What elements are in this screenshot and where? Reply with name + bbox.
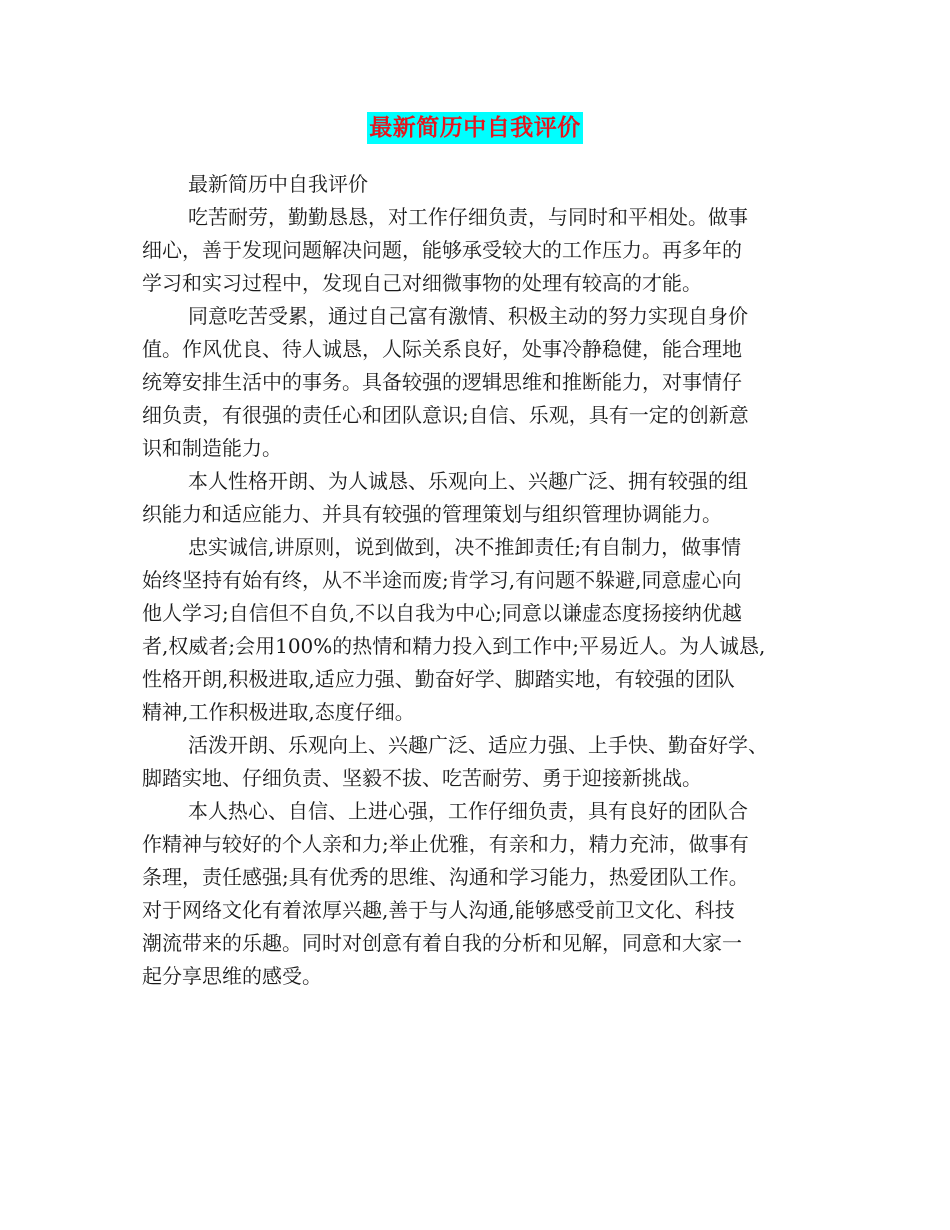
paragraph xyxy=(142,465,822,531)
text-line: 始终坚持有始有终，从不半途而废;肯学习,有问题不躲避,同意虚心向 xyxy=(142,568,742,592)
text-line: 同意吃苦受累，通过自己富有激情、积极主动的努力实现自身价 xyxy=(188,304,748,328)
text-line: 识和制造能力。 xyxy=(142,436,282,460)
text-line: 性格开朗,积极进取,适应力强、勤奋好学、脚踏实地，有较强的团队 xyxy=(142,667,735,691)
paragraph xyxy=(142,201,822,300)
paragraph xyxy=(142,729,822,795)
text-line: 忠实诚信,讲原则，说到做到，决不推卸责任;有自制力，做事情 xyxy=(188,535,742,559)
text-line: 学习和实习过程中，发现自己对细微事物的处理有较高的才能。 xyxy=(142,271,702,295)
text-line: 潮流带来的乐趣。同时对创意有着自我的分析和见解，同意和大家一 xyxy=(142,931,742,955)
text-line: 对于网络文化有着浓厚兴趣,善于与人沟通,能够感受前卫文化、科技 xyxy=(142,898,735,922)
text-line: 条理，责任感强;具有优秀的思维、沟通和学习能力，热爱团队工作。 xyxy=(142,865,749,889)
text-line: 最新简历中自我评价 xyxy=(188,172,368,196)
text-line: 起分享思维的感受。 xyxy=(142,964,322,988)
text-line: 本人热心、自信、上进心强，工作仔细负责，具有良好的团队合 xyxy=(188,799,748,823)
document-title: 最新简历中自我评价 xyxy=(367,112,583,144)
paragraph xyxy=(142,300,822,465)
paragraph xyxy=(142,531,822,729)
text-line: 者,权威者;会用100%的热情和精力投入到工作中;平易近人。为人诚恳, xyxy=(142,634,766,658)
text-line: 统筹安排生活中的事务。具备较强的逻辑思维和推断能力，对事情仔 xyxy=(142,370,742,394)
paragraph xyxy=(142,795,822,993)
text-line: 他人学习;自信但不自负,不以自我为中心;同意以谦虚态度扬接纳优越 xyxy=(142,601,742,625)
text-line: 脚踏实地、仔细负责、坚毅不拔、吃苦耐劳、勇于迎接新挑战。 xyxy=(142,766,702,790)
text-line: 活泼开朗、乐观向上、兴趣广泛、适应力强、上手快、勤奋好学、 xyxy=(188,733,768,757)
document-body xyxy=(142,168,822,993)
text-line: 吃苦耐劳，勤勤恳恳，对工作仔细负责，与同时和平相处。做事 xyxy=(188,205,748,229)
text-line: 作精神与较好的个人亲和力;举止优雅，有亲和力，精力充沛，做事有 xyxy=(142,832,749,856)
text-line: 本人性格开朗、为人诚恳、乐观向上、兴趣广泛、拥有较强的组 xyxy=(188,469,748,493)
text-line: 精神,工作积极进取,态度仔细。 xyxy=(142,700,415,724)
text-line: 细心，善于发现问题解决问题，能够承受较大的工作压力。再多年的 xyxy=(142,238,742,262)
text-line: 细负责，有很强的责任心和团队意识;自信、乐观，具有一定的创新意 xyxy=(142,403,749,427)
text-line: 织能力和适应能力、并具有较强的管理策划与组织管理协调能力。 xyxy=(142,502,722,526)
paragraph xyxy=(142,168,822,201)
title-container xyxy=(0,112,950,144)
text-line: 值。作风优良、待人诚恳，人际关系良好，处事冷静稳健，能合理地 xyxy=(142,337,742,361)
